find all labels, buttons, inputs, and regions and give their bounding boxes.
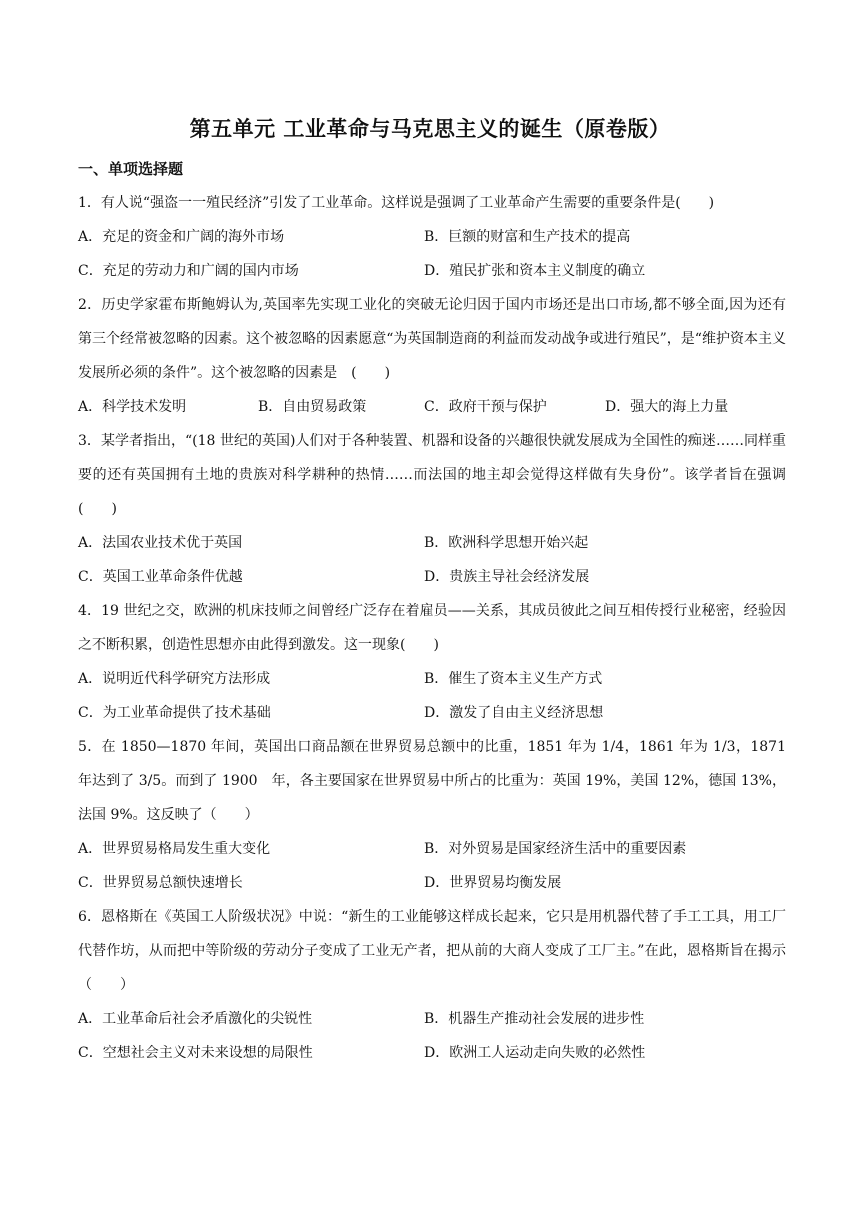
option-b: B．欧洲科学思想开始兴起 [424, 535, 589, 551]
option-d: D．强大的海上力量 [605, 399, 729, 415]
question-4 [78, 594, 786, 730]
option-list [78, 662, 786, 730]
question-stem: 6．恩格斯在《英国工人阶级状况》中说：“新生的工业能够这样成长起来，它只是用机器代替了手工工具，用工厂代替作坊，从而把中等阶级的劳动分子变成了工业无产者，把从前的大商人变成了工厂主。”在此，恩格斯旨在揭示（ ） [78, 909, 786, 993]
option-b: B．机器生产推动社会发展的进步性 [424, 1011, 645, 1027]
option-a: A．科学技术发明 [78, 399, 187, 415]
option-list [78, 526, 786, 594]
question-list [78, 186, 786, 1070]
section-heading: 一、单项选择题 [78, 160, 184, 178]
question-stem: 5．在 1850—1870 年间，英国出口商品额在世界贸易总额中的比重，1851 年为 1/4，1861 年为 1/3，1871 年达到了 3/5。而到了 1900 年，各主要国家在世界贸易中所占的比重为：英国 19%，美国 12%，德国 13%，法国 9%。这反映了（ ） [78, 739, 786, 823]
option-b: B．催生了资本主义生产方式 [424, 671, 603, 687]
question-stem: 3．某学者指出，“(18 世纪的英国)人们对于各种装置、机器和设备的兴趣很快就发展成为全国性的痴迷……同样重要的还有英国拥有土地的贵族对科学耕种的热情……而法国的地主却会觉得这样做有失身份”。该学者旨在强调 ( ) [78, 433, 786, 517]
option-list [78, 220, 786, 288]
option-b: B．巨额的财富和生产技术的提高 [424, 229, 631, 245]
option-d: D．世界贸易均衡发展 [424, 875, 562, 891]
question-stem: 1．有人说“强盗一一殖民经济”引发了工业革命。这样说是强调了工业革命产生需要的重要条件是( ) [78, 195, 715, 211]
option-d: D．欧洲工人运动走向失败的必然性 [424, 1045, 646, 1061]
option-c: C．为工业革命提供了技术基础 [78, 705, 271, 721]
option-list [78, 832, 786, 900]
option-a: A．工业革命后社会矛盾激化的尖锐性 [78, 1011, 313, 1027]
option-list [78, 1002, 786, 1070]
option-d: D．贵族主导社会经济发展 [424, 569, 590, 585]
question-3 [78, 424, 786, 594]
option-c: C．英国工业革命条件优越 [78, 569, 243, 585]
option-d: D．殖民扩张和资本主义制度的确立 [424, 263, 646, 279]
question-stem: 2．历史学家霍布斯鲍姆认为,英国率先实现工业化的突破无论归因于国内市场还是出口市场,都不够全面,因为还有第三个经常被忽略的因素。这个被忽略的因素愿意“为英国制造商的利益而发动战争或进行殖民”，是“维护资本主义发展所必须的条件”。这个被忽略的因素是 ( ) [78, 297, 786, 381]
option-a: A．充足的资金和广阔的海外市场 [78, 229, 285, 245]
question-5 [78, 730, 786, 900]
option-b: B．对外贸易是国家经济生活中的重要因素 [424, 841, 687, 857]
question-6 [78, 900, 786, 1070]
question-stem: 4．19 世纪之交，欧洲的机床技师之间曾经广泛存在着雇员——关系，其成员彼此之间互相传授行业秘密，经验因之不断积累，创造性思想亦由此得到激发。这一现象( ) [78, 603, 786, 653]
option-a: A．世界贸易格局发生重大变化 [78, 841, 271, 857]
option-a: A．法国农业技术优于英国 [78, 535, 243, 551]
option-c: C．充足的劳动力和广阔的国内市场 [78, 263, 299, 279]
question-2 [78, 288, 786, 424]
option-d: D．激发了自由主义经济思想 [424, 705, 604, 721]
option-b: B．自由贸易政策 [258, 399, 367, 415]
option-a: A．说明近代科学研究方法形成 [78, 671, 271, 687]
page-title: 第五单元 工业革命与马克思主义的诞生（原卷版） [189, 117, 671, 141]
question-1 [78, 186, 786, 288]
option-c: C．空想社会主义对未来设想的局限性 [78, 1045, 313, 1061]
option-c: C．世界贸易总额快速增长 [78, 875, 243, 891]
option-c: C．政府干预与保护 [424, 399, 547, 415]
option-list [78, 390, 786, 424]
